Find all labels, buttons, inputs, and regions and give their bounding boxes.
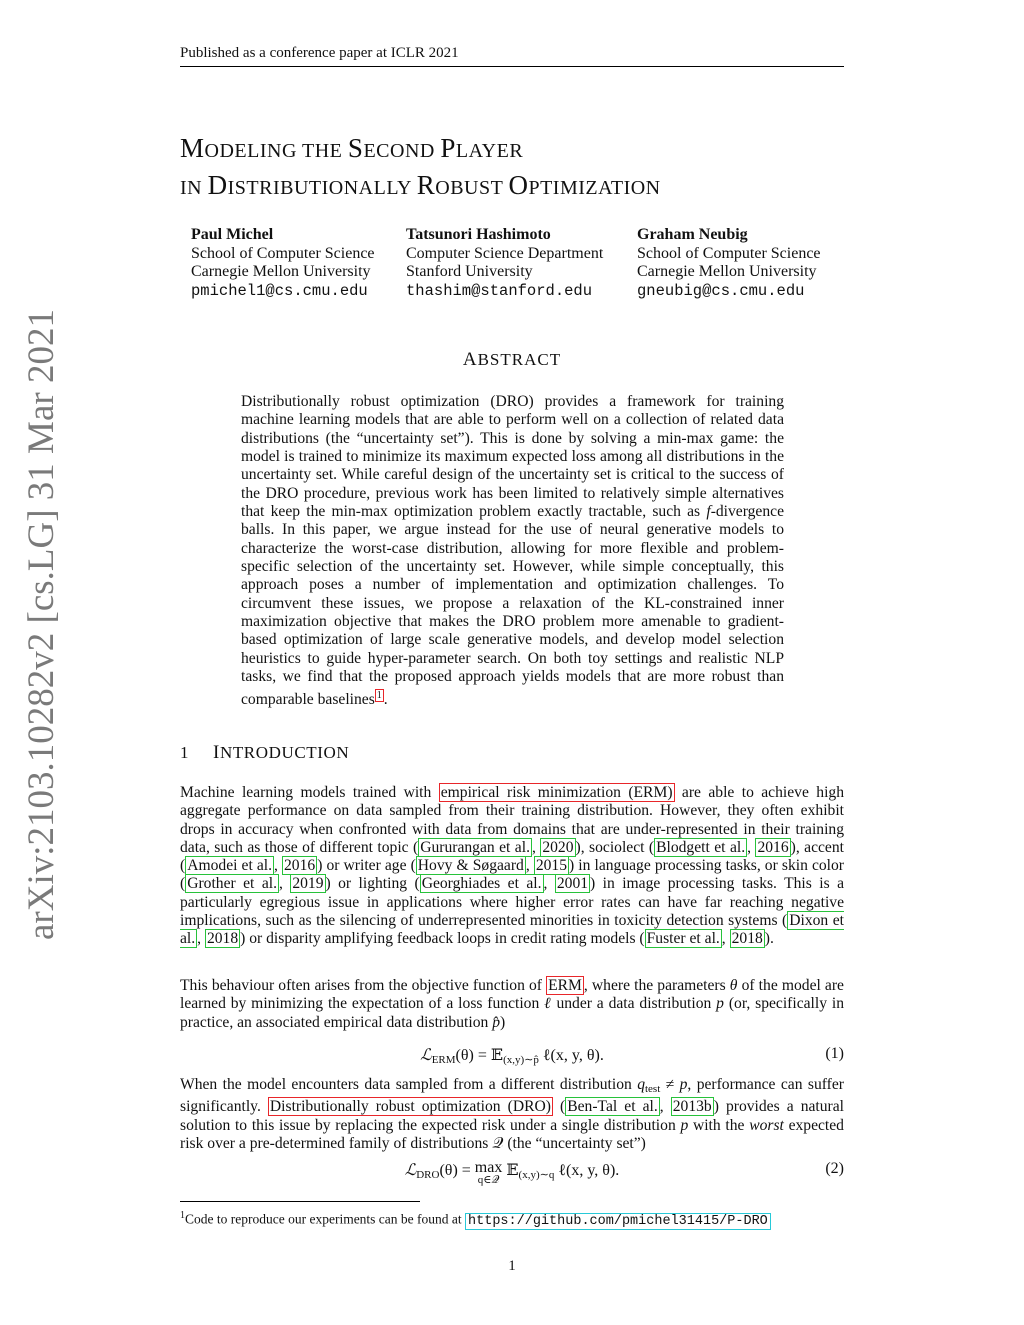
acronym-link-erm[interactable]: empirical risk minimization (ERM): [440, 784, 673, 801]
section-heading: 1 INTRODUCTION: [180, 742, 350, 763]
citation-year-link[interactable]: 2001: [556, 875, 589, 893]
citation-link[interactable]: Dixon et al.: [180, 912, 844, 948]
abstract-text: Distributionally robust optimization (DRO) provides a framework for training machine learning models that are able to perform well on a collection of related data distributions (the “uncertainty set”). This is done by solving a min-max game: the model is trained to minimize its maximum expected loss among all distributions in the uncertainty set. While careful design of the uncertainty set is critical to the success of the DRO procedure, previous work has been limited to relatively simple alternatives that keep the min-max optimization problem exactly tractable, such as f-divergence balls. In this paper, we argue instead for the use of neural generative models to characterize the worst-case distribution, allowing for more flexible and problem-specific selection of the uncertainty set. However, while simple conceptually, this approach poses a number of implementation and optimization challenges. To circumvent these issues, we propose a relaxation of the KL-constrained inner maximization objective that makes the DRO problem more amenable to gradient-based optimization of large scale generative models, and develop model selection heuristics to guide hyper-parameter search. On both toy settings and realistic NLP tasks, we find that the proposed approach yields models that are more robust than comparable baselines $^1$ .: [241, 393, 784, 708]
author-dept: Computer Science Department: [406, 244, 604, 262]
citation-link[interactable]: Amodei et al.: [187, 857, 273, 875]
citation-link[interactable]: Hovy & Søgaard: [417, 857, 524, 875]
equation-number: (1): [825, 1045, 844, 1062]
author-block: [191, 226, 375, 300]
author-name: Tatsunori Hashimoto: [406, 226, 551, 243]
citation-year-link[interactable]: 2020: [542, 838, 574, 856]
paper-title: [180, 131, 844, 205]
abstract-heading: ABSTRACT: [462, 349, 562, 370]
footnote-link[interactable]: 1: [376, 689, 382, 701]
citation-year-link[interactable]: 2013b: [672, 1098, 712, 1116]
equation-number: (2): [825, 1160, 844, 1177]
citation-year-link[interactable]: 2016: [757, 838, 789, 856]
intro-paragraph-3: When the model encounters data sampled from a different distribution $q_{test} \ne p$, performance can suffer significantly. Distributionally robust optimization (DRO) ( Ben-Tal et al. , 2013b ) provides a natural solution to this issue by replacing the expected risk under a single distribution p with the worst expected risk over a pre-determined family of distributions 𝒬 (the “uncertainty set”): [180, 1076, 845, 1152]
acronym-link-dro[interactable]: Distributionally robust optimization (DRO): [269, 1098, 551, 1116]
citation-link[interactable]: Grother et al.: [187, 875, 277, 893]
running-header: Published as a conference paper at ICLR 2021: [180, 44, 844, 67]
acronym-link-erm[interactable]: ERM: [548, 977, 582, 994]
author-dept: School of Computer Science: [191, 244, 375, 262]
footnote: $^1$Code to reproduce our experiments can be found at https://github.com/pmichel31415/P-DRO: [180, 1207, 844, 1231]
code-url-link[interactable]: https://github.com/pmichel31415/P-DRO: [465, 1213, 771, 1230]
title-line-2: IN DISTRIBUTIONALLY ROBUST OPTIMIZATION: [180, 170, 661, 200]
title-line-1: MODELING THE SECOND PLAYER: [180, 133, 524, 163]
citation-year-link[interactable]: 2019: [292, 875, 324, 893]
equation-2: [180, 1160, 844, 1190]
author-email[interactable]: pmichel1@cs.cmu.edu: [191, 281, 368, 300]
author-name: Graham Neubig: [637, 226, 748, 243]
intro-paragraph-2: This behaviour often arises from the objective function of ERM , where the parameters θ of the model are learned by minimizing the expectation of a loss function ℓ under a data distribution p (or, specifically in practice, an associated empirical data distribution p̂): [180, 977, 844, 1031]
author-inst: Carnegie Mellon University: [637, 263, 817, 281]
author-block: [637, 226, 821, 300]
footnote-divider: [180, 1201, 420, 1202]
equation-body: ℒ$_{DRO}$(θ) = max q∈𝒬 𝔼$_{(x,y)\sim q}$ ℓ(x, y, θ).: [404, 1159, 620, 1186]
intro-paragraph-1: Machine learning models trained with empirical risk minimization (ERM) are able to achieve high aggregate performance on data sampled from their training distribution. However, they often exhibit drops in accuracy when confronted with data from domains that are under-represented in their training data, such as those of different topic ( Gururangan et al. , 2020 ), sociolect ( Blodgett et al. , 2016 ), accent ( Amodei et al. , 2016 ) or writer age ( Hovy & Søgaard , 2015 ) in language processing tasks, or skin color ( Grother et al. , 2019 ) or lighting ( Georghiades et al. , 2001 ) in image processing tasks. This is a particularly egregious issue in applications where higher error rates can have far reaching negative implications, such as the silencing of underrepresented minorities in toxicity detection systems ( Dixon et al. , 2018 ) or disparity amplifying feedback loops in credit rating models ( Fuster et al. , 2018 ).: [180, 784, 845, 948]
citation-link[interactable]: Georghiades et al.: [421, 875, 542, 893]
page-number: 1: [508, 1258, 516, 1274]
citation-link[interactable]: Ben-Tal et al.: [567, 1098, 658, 1116]
citation-year-link[interactable]: 2018: [206, 930, 239, 948]
author-email[interactable]: gneubig@cs.cmu.edu: [637, 281, 805, 300]
author-inst: Carnegie Mellon University: [191, 263, 371, 281]
author-inst: Stanford University: [406, 263, 533, 281]
citation-year-link[interactable]: 2018: [731, 930, 763, 948]
citation-year-link[interactable]: 2015: [535, 857, 567, 875]
author-block: [406, 226, 603, 300]
equation-body: ℒ$_{ERM}$(θ) = 𝔼$_{(x,y)\sim p̂}$ ℓ(x, y, θ).: [420, 1047, 604, 1066]
arxiv-watermark: arXiv:2103.10282v2 [cs.LG] 31 Mar 2021: [21, 309, 62, 940]
citation-link[interactable]: Blodgett et al.: [656, 838, 746, 856]
citation-year-link[interactable]: 2016: [284, 857, 316, 875]
author-name: Paul Michel: [191, 226, 274, 243]
author-dept: School of Computer Science: [637, 244, 821, 262]
citation-link[interactable]: Gururangan et al.: [420, 838, 530, 856]
equation-1: [180, 1045, 844, 1067]
author-email[interactable]: thashim@stanford.edu: [406, 281, 593, 300]
citation-link[interactable]: Fuster et al.: [646, 930, 720, 948]
